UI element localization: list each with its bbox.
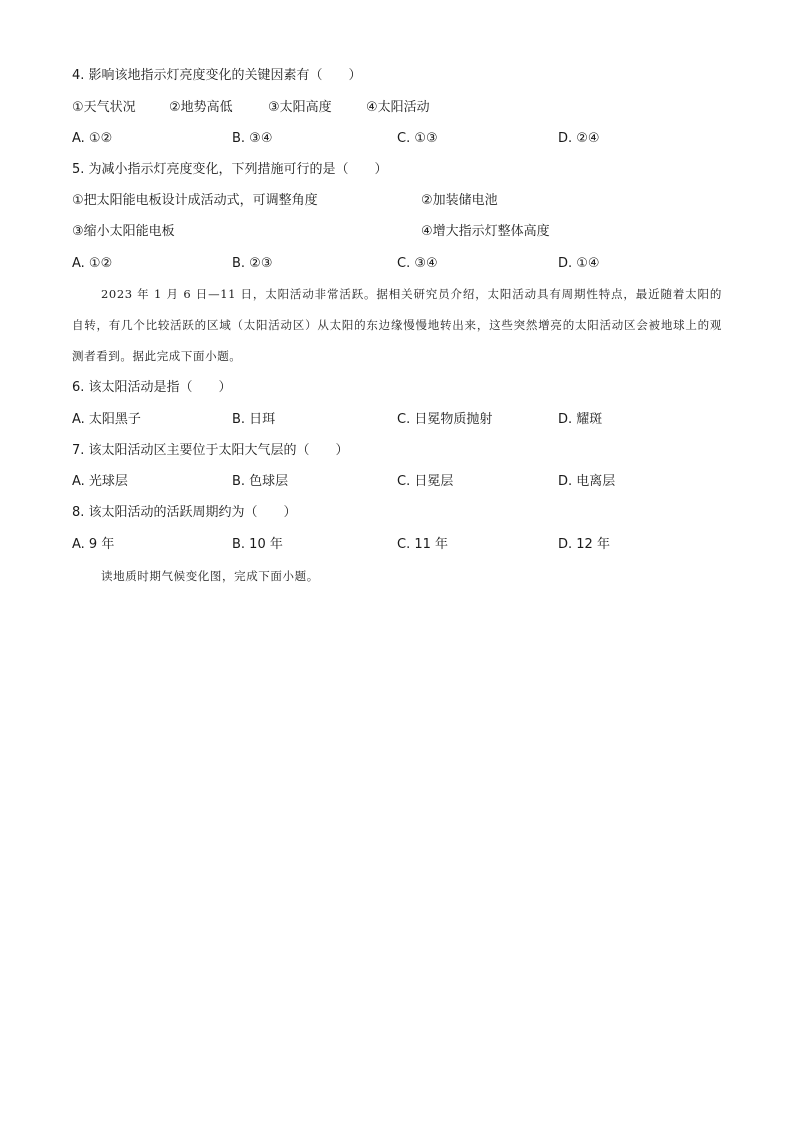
q5-option-c: C. ③④ — [397, 256, 438, 271]
question-8-stem: 8. 该太阳活动的活跃周期约为（ ） — [72, 505, 297, 520]
question-8-options — [72, 536, 732, 554]
q6-option-c: C. 日冕物质抛射 — [397, 412, 493, 427]
q6-option-a: A. 太阳黑子 — [72, 412, 141, 427]
q5-item-4: ④增大指示灯整体高度 — [421, 224, 550, 239]
q5-option-a: A. ①② — [72, 256, 113, 271]
reading-passage: 2023 年 1 月 6 日—11 日，太阳活动非常活跃。据相关研究员介绍，太阳活动具有周期性特点，最近随着太阳的自转，有几个比较活跃的区域（太阳活动区）从太阳的东边缘慢慢地转出来，这些突然增亮的太阳活动区会被地球上的观测者看到。据此完成下面小题。 — [72, 287, 722, 363]
q5-item-2: ②加装储电池 — [421, 193, 498, 208]
q7-option-c: C. 日冕层 — [397, 474, 454, 489]
question-6-stem: 6. 该太阳活动是指（ ） — [72, 380, 232, 395]
q4-option-b: B. ③④ — [232, 131, 273, 146]
q7-option-d: D. 电离层 — [558, 474, 616, 489]
q6-option-b: B. 日珥 — [232, 412, 276, 427]
q5-item-1: ①把太阳能电板设计成活动式，可调整角度 — [72, 193, 318, 208]
question-7-options — [72, 473, 732, 491]
question-4-items — [72, 99, 732, 117]
question-5-stem: 5. 为减小指示灯亮度变化，下列措施可行的是（ ） — [72, 162, 388, 177]
q5-option-d: D. ①④ — [558, 256, 600, 271]
q8-option-c: C. 11 年 — [397, 537, 449, 552]
q4-option-d: D. ②④ — [558, 131, 600, 146]
q4-item-4: ④太阳活动 — [366, 100, 430, 115]
question-5-items-row-2 — [72, 223, 732, 241]
question-5-items-row-1 — [72, 192, 732, 210]
q5-item-3: ③缩小太阳能电板 — [72, 224, 175, 239]
question-7-stem: 7. 该太阳活动区主要位于太阳大气层的（ ） — [72, 443, 349, 458]
next-section-intro: 读地质时期气候变化图，完成下面小题。 — [101, 569, 319, 583]
q8-option-d: D. 12 年 — [558, 537, 610, 552]
q8-option-b: B. 10 年 — [232, 537, 283, 552]
q4-option-a: A. ①② — [72, 131, 113, 146]
q5-option-b: B. ②③ — [232, 256, 273, 271]
question-4-options — [72, 130, 732, 148]
q4-item-2: ②地势高低 — [169, 100, 233, 115]
q4-item-1: ①天气状况 — [72, 100, 136, 115]
q7-option-b: B. 色球层 — [232, 474, 289, 489]
q8-option-a: A. 9 年 — [72, 537, 115, 552]
question-5-options — [72, 255, 732, 273]
q7-option-a: A. 光球层 — [72, 474, 128, 489]
q4-option-c: C. ①③ — [397, 131, 438, 146]
q4-item-3: ③太阳高度 — [268, 100, 332, 115]
q6-option-d: D. 耀斑 — [558, 412, 603, 427]
question-4-stem: 4. 影响该地指示灯亮度变化的关键因素有（ ） — [72, 68, 362, 83]
question-6-options — [72, 411, 732, 429]
